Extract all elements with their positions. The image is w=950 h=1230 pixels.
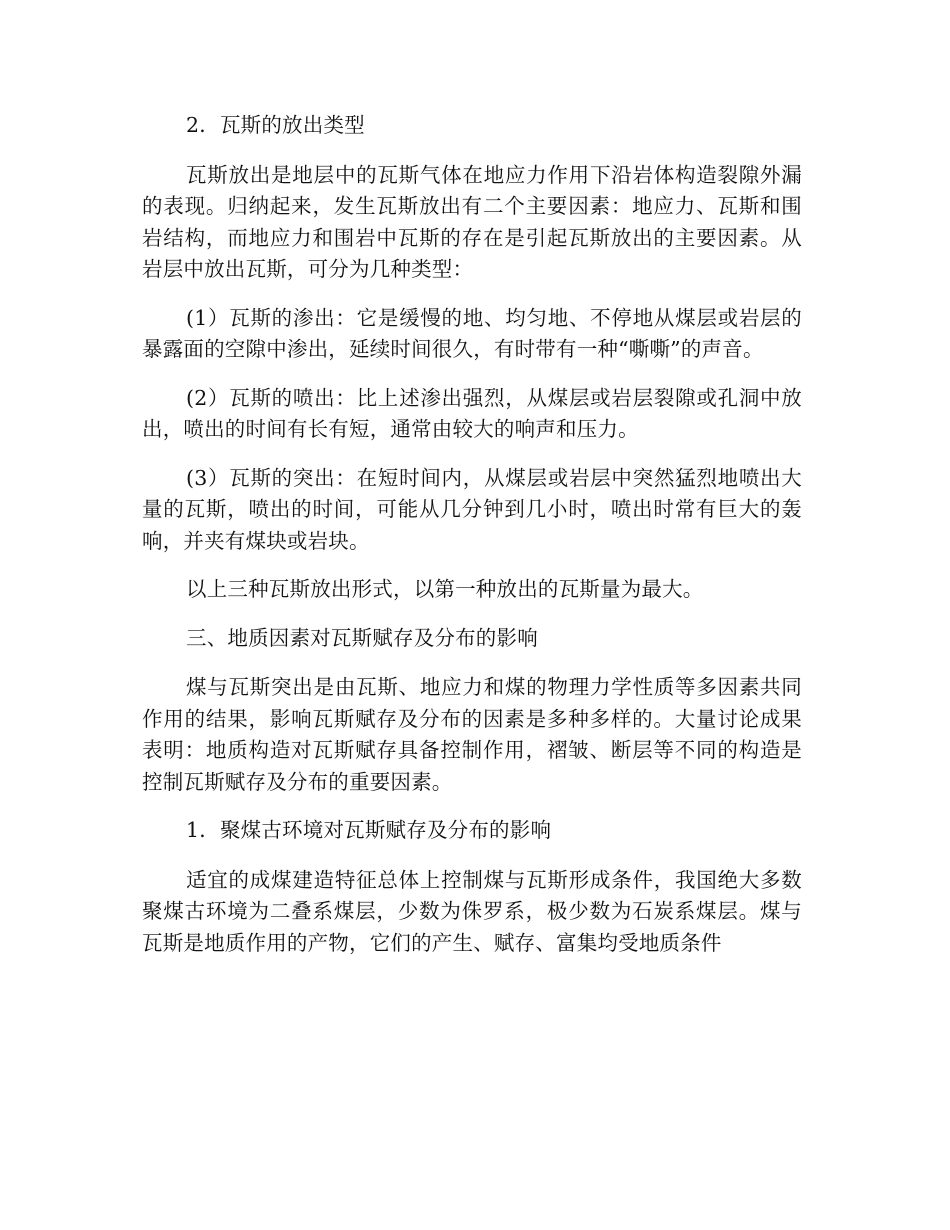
paragraph-gas-spouting: (2）瓦斯的喷出：比上述渗出强烈，从煤层或岩层裂隙或孔洞中放出，喷出的时间有长有短，通常由较大的响声和压力。: [142, 385, 802, 441]
paragraph-gas-seepage: (1）瓦斯的渗出：它是缓慢的地、均匀地、不停地从煤层或岩层的暴露面的空隙中渗出，延续时间很久，有时带有一种“嘶嘶”的声音。: [142, 305, 802, 361]
paragraph-release-summary: 以上三种瓦斯放出形式，以第一种放出的瓦斯量为最大。: [186, 577, 704, 601]
section-heading-gas-release-types: 2．瓦斯的放出类型: [186, 113, 365, 137]
section-heading-geological-factors: 三、地质因素对瓦斯赋存及分布的影响: [186, 625, 538, 650]
paragraph-gas-outburst: (3）瓦斯的突出：在短时间内，从煤层或岩层中突然猛烈地喷出大量的瓦斯，喷出的时间，可能从几分钟到几小时，喷出时常有巨大的轰响，并夹有煤块或岩块。: [142, 465, 802, 553]
paragraph-geological-factors: 煤与瓦斯突出是由瓦斯、地应力和煤的物理力学性质等多因素共同作用的结果，影响瓦斯赋存及分布的因素是多种多样的。大量讨论成果表明：地质构造对瓦斯赋存具备控制作用，褶皱、断层等不同的构造是控制瓦斯赋存及分布的重要因素。: [142, 675, 802, 794]
subsection-heading-paleoenvironment: 1．聚煤古环境对瓦斯赋存及分布的影响: [186, 818, 552, 842]
paragraph-paleoenvironment: 适宜的成煤建造特征总体上控制煤与瓦斯形成条件，我国绝大多数聚煤古环境为二叠系煤层，少数为侏罗系，极少数为石炭系煤层。煤与瓦斯是地质作用的产物，它们的产生、赋存、富集均受地质条件: [142, 867, 802, 955]
document-body: [142, 110, 802, 959]
paragraph-gas-release-overview: 瓦斯放出是地层中的瓦斯气体在地应力作用下沿岩体构造裂隙外漏的表现。归纳起来，发生瓦斯放出有二个主要因素：地应力、瓦斯和围岩结构，而地应力和围岩中瓦斯的存在是引起瓦斯放出的主要因素。从岩层中放出瓦斯，可分为几种类型：: [142, 162, 802, 281]
